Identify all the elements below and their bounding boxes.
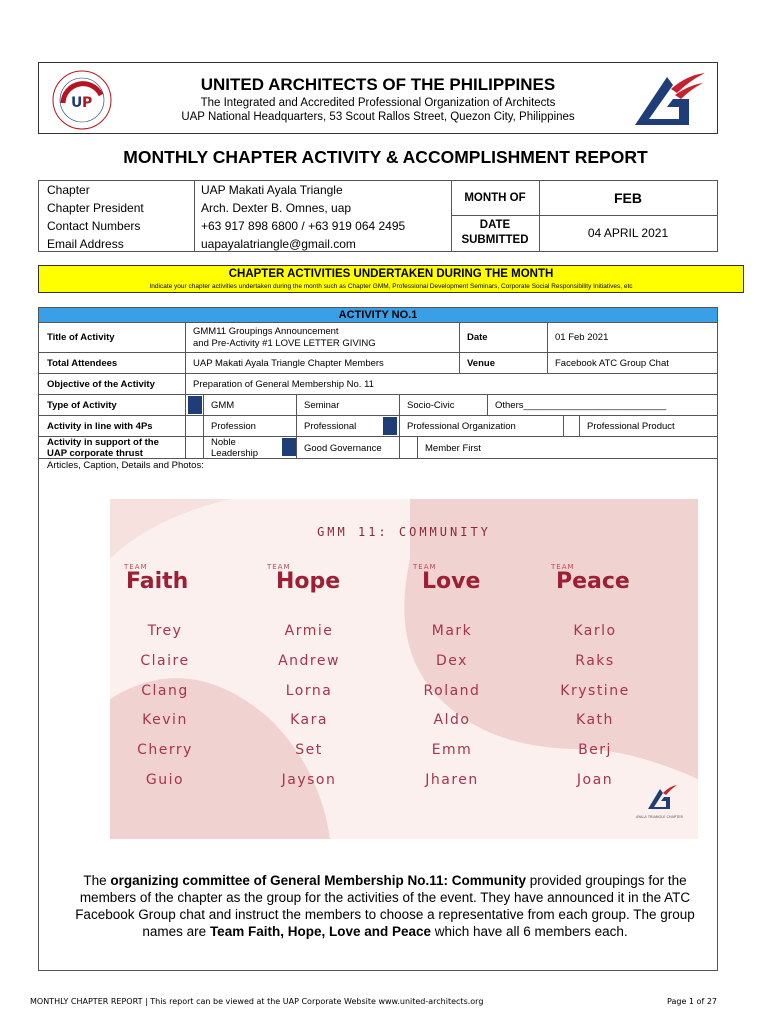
articles-label: Articles, Caption, Details and Photos: — [47, 460, 204, 471]
type-option-seminar: Seminar — [304, 400, 340, 411]
member-name: Claire — [140, 653, 190, 669]
org-name: UNITED ARCHITECTS OF THE PHILIPPINES — [200, 75, 556, 94]
column-divider — [296, 394, 297, 436]
date-submitted-value: 04 APRIL 2021 — [587, 226, 669, 240]
team-label: TEAM — [267, 563, 291, 571]
page-of: of — [694, 997, 707, 1006]
info-label: Chapter President — [47, 201, 144, 215]
date-value: 01 Feb 2021 — [555, 332, 609, 343]
atc-logo-caption: AYALA TRIANGLE CHAPTER — [636, 815, 683, 819]
team-name-love: Love — [422, 569, 481, 594]
column-divider — [563, 415, 564, 436]
svg-text:P: P — [82, 95, 93, 111]
poster-background-blobs — [110, 499, 698, 839]
info-value: uapayalatriangle@gmail.com — [201, 237, 356, 251]
date-submitted-label-2: SUBMITTED — [461, 234, 529, 246]
desc-text: which have all 6 members each. — [431, 924, 628, 939]
svg-text:U: U — [71, 95, 83, 111]
row-divider — [39, 322, 717, 323]
type-option-others: Others___________________________ — [495, 400, 667, 411]
ps-option-profession: Profession — [211, 421, 256, 432]
thrust-option-member-first: Member First — [425, 443, 481, 454]
info-value: +63 917 898 6800 / +63 919 064 2495 — [201, 219, 406, 233]
type-option-gmm: GMM — [211, 400, 235, 411]
column-divider — [203, 394, 204, 458]
chapter-info-table — [38, 180, 718, 252]
thrust-label-1: Activity in support of the — [47, 437, 159, 448]
ps-option-professional-organization: Professional Organization — [407, 421, 516, 432]
page-current: 1 — [688, 997, 695, 1006]
member-name: Jayson — [281, 772, 337, 788]
member-name: Mark — [431, 623, 473, 639]
banner-title: CHAPTER ACTIVITIES UNDERTAKEN DURING THE MONTH — [228, 268, 554, 280]
title-of-activity-value-1: GMM11 Groupings Announcement — [193, 326, 339, 337]
page-number — [667, 997, 717, 1006]
info-label: Chapter — [47, 183, 90, 197]
professional-checkbox[interactable] — [383, 417, 397, 435]
document-header — [38, 62, 718, 134]
member-name: Kara — [290, 712, 328, 728]
info-row-president — [39, 199, 451, 217]
poster-title: GMM 11: COMMUNITY — [317, 525, 491, 539]
org-address: UAP National Headquarters, 53 Scout Rallos Street, Quezon City, Philippines — [181, 111, 575, 123]
divider — [451, 215, 717, 216]
noble-leadership-checkbox[interactable] — [282, 438, 296, 456]
thrust-option-leadership: Leadership — [211, 448, 259, 459]
info-row-chapter — [39, 181, 451, 199]
member-name: Andrew — [278, 653, 340, 669]
activity-description — [55, 872, 715, 940]
venue-value: Facebook ATC Group Chat — [555, 358, 669, 369]
page-total: 27 — [706, 997, 717, 1006]
desc-emphasis: organizing committee of General Membership No.11: Community — [110, 873, 526, 888]
divider — [194, 181, 195, 251]
column-divider — [579, 415, 580, 436]
column-divider — [487, 394, 488, 415]
member-name: Joan — [576, 772, 614, 788]
row-divider — [39, 394, 717, 395]
column-divider — [399, 415, 400, 458]
org-subtitle: The Integrated and Accredited Professional Organization of Architects — [200, 97, 556, 109]
activities-banner — [38, 265, 744, 293]
member-name: Lorna — [285, 683, 333, 699]
gmm-community-poster — [110, 499, 698, 839]
objective-label: Objective of the Activity — [47, 379, 155, 390]
team-label: TEAM — [551, 563, 575, 571]
uap-emblem-logo — [627, 67, 707, 131]
ps-option-professional: Professional — [304, 421, 357, 432]
column-divider — [399, 394, 400, 415]
member-name: Roland — [423, 683, 481, 699]
member-name: Emm — [431, 742, 473, 758]
info-value: UAP Makati Ayala Triangle — [201, 183, 343, 197]
info-value: Arch. Dexter B. Omnes, uap — [201, 201, 352, 215]
column-divider — [547, 322, 548, 373]
team-label: TEAM — [124, 563, 148, 571]
member-name: Dex — [436, 653, 468, 669]
venue-label: Venue — [467, 358, 495, 369]
type-option-socio-civic: Socio-Civic — [407, 400, 455, 411]
member-name: Guio — [145, 772, 185, 788]
column-divider — [417, 436, 418, 458]
banner-note: Indicate your chapter activities undertaken during the month such as Chapter GMM, Professional Development Seminars, Corporate Social Responsibility Initiatives, etc — [149, 283, 633, 290]
thrust-option-noble: Noble — [211, 437, 236, 448]
member-name: Set — [295, 742, 323, 758]
member-name: Krystine — [560, 683, 630, 699]
desc-emphasis: Team Faith, Hope, Love and Peace — [209, 924, 431, 939]
footer-text: MONTHLY CHAPTER REPORT | This report can be viewed at the UAP Corporate Website www.united-architects.org — [30, 997, 484, 1006]
objective-value: Preparation of General Membership No. 11 — [193, 379, 374, 390]
member-name: Jharen — [425, 772, 479, 788]
total-attendees-label: Total Attendees — [47, 358, 118, 369]
column-divider — [296, 436, 297, 458]
member-name: Karlo — [573, 623, 617, 639]
date-submitted-label-1: DATE — [479, 219, 511, 231]
desc-text: The — [83, 873, 111, 888]
column-divider — [459, 322, 460, 373]
page-prefix: Page — [667, 997, 689, 1006]
total-attendees-value: UAP Makati Ayala Triangle Chapter Members — [193, 358, 384, 369]
type-of-activity-label: Type of Activity — [47, 400, 117, 411]
row-divider — [39, 352, 717, 353]
four-ps-label: Activity in line with 4Ps — [47, 421, 153, 432]
month-label: MONTH OF — [464, 192, 526, 204]
member-name: Cherry — [137, 742, 193, 758]
activity-heading: ACTIVITY NO.1 — [39, 308, 717, 322]
member-name: Trey — [147, 623, 183, 639]
report-title: MONTHLY CHAPTER ACTIVITY & ACCOMPLISHMENT REPORT — [123, 147, 648, 167]
title-of-activity-label: Title of Activity — [47, 332, 115, 343]
desc-text: provided groupings for the members of the chapter as the group for the activities of the event. They have announced it in the ATC Facebook Group chat and instruct the members to choose a representative from each group. The group names are — [75, 873, 695, 939]
info-row-email — [39, 235, 451, 253]
member-name: Kevin — [142, 712, 188, 728]
date-label: Date — [467, 332, 488, 343]
gmm-checkbox[interactable] — [188, 396, 202, 414]
member-name: Clang — [141, 683, 189, 699]
team-label: TEAM — [413, 563, 437, 571]
info-label: Contact Numbers — [47, 219, 141, 233]
member-name: Armie — [284, 623, 334, 639]
info-label: Email Address — [47, 237, 124, 251]
title-of-activity-value-2: and Pre-Activity #1 LOVE LETTER GIVING — [193, 338, 376, 349]
row-divider — [39, 415, 717, 416]
member-name: Kath — [576, 712, 614, 728]
member-name: Raks — [575, 653, 615, 669]
member-name: Aldo — [433, 712, 471, 728]
atc-chapter-logo — [646, 783, 678, 813]
column-divider — [185, 322, 186, 458]
thrust-option-good-governance: Good Governance — [304, 443, 382, 454]
team-name-peace: Peace — [556, 569, 630, 594]
team-name-hope: Hope — [276, 569, 341, 594]
month-value: FEB — [614, 190, 642, 206]
ps-option-professional-product: Professional Product — [587, 421, 675, 432]
info-row-contact — [39, 217, 451, 235]
thrust-label-2: UAP corporate thrust — [47, 448, 143, 459]
row-divider — [39, 373, 717, 374]
member-name: Berj — [578, 742, 612, 758]
team-name-faith: Faith — [126, 569, 189, 594]
